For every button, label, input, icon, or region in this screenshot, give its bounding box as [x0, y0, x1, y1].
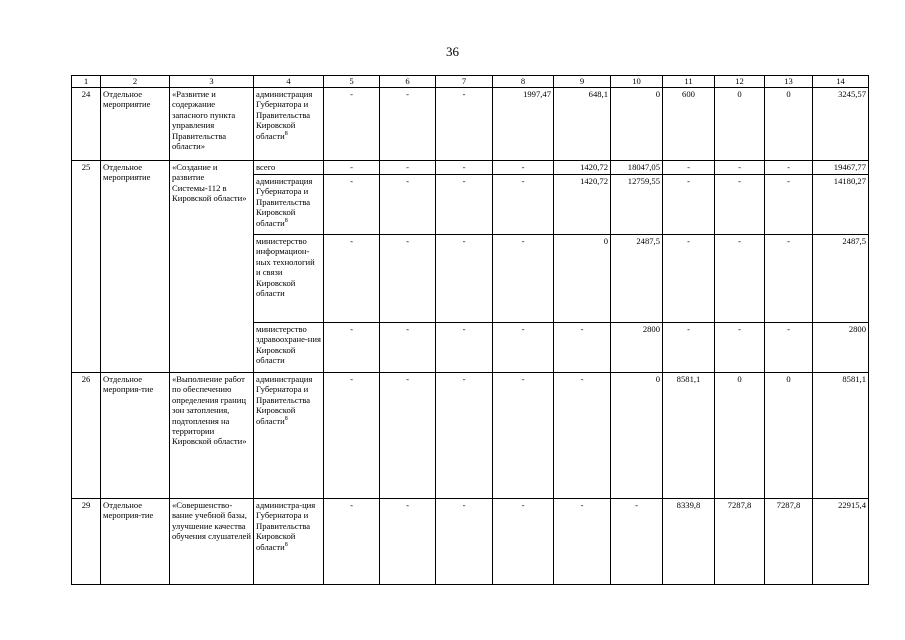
value-cell-col-10: -	[611, 499, 663, 585]
row-number: 25	[72, 161, 101, 373]
row-number: 24	[72, 88, 101, 161]
value-cell-col-12: -	[715, 323, 765, 373]
value-cell-col-7: -	[436, 88, 493, 161]
value-cell-col-5: -	[324, 499, 380, 585]
executor-name: всего	[256, 162, 276, 172]
row-name: «Совершенство-вание учебной базы, улучшение качества обучения слушателей	[170, 499, 254, 585]
table-row	[72, 88, 869, 161]
value-cell-col-12: 7287,8	[715, 499, 765, 585]
value-cell-col-11: -	[663, 235, 715, 323]
value-cell-col-5: -	[324, 323, 380, 373]
value-cell-col-14: 3245,57	[813, 88, 869, 161]
value-cell-col-5: -	[324, 88, 380, 161]
row-number: 26	[72, 373, 101, 499]
column-header-11: 11	[663, 76, 715, 88]
value-cell-col-12: 0	[715, 373, 765, 499]
value-cell-col-13: 0	[765, 88, 813, 161]
value-cell-col-11: 600	[663, 88, 715, 161]
value-cell-col-13: -	[765, 323, 813, 373]
executor-cell	[254, 88, 324, 161]
value-cell-col-8: -	[493, 323, 554, 373]
executor-cell	[254, 499, 324, 585]
executor-cell	[254, 235, 324, 323]
value-cell-col-7: -	[436, 161, 493, 175]
value-cell-col-10: 18047,05	[611, 161, 663, 175]
value-cell-col-12: -	[715, 175, 765, 235]
value-cell-col-14: 22915,4	[813, 499, 869, 585]
row-number: 29	[72, 499, 101, 585]
value-cell-col-14: 8581,1	[813, 373, 869, 499]
value-cell-col-10: 2800	[611, 323, 663, 373]
value-cell-col-6: -	[380, 323, 436, 373]
value-cell-col-10: 0	[611, 88, 663, 161]
value-cell-col-9: 648,1	[554, 88, 611, 161]
column-header-1: 1	[72, 76, 101, 88]
value-cell-col-10: 12759,55	[611, 175, 663, 235]
row-type: Отдельное мероприя-тие	[101, 373, 170, 499]
value-cell-col-11: 8581,1	[663, 373, 715, 499]
value-cell-col-13: -	[765, 235, 813, 323]
value-cell-col-9: 0	[554, 235, 611, 323]
column-number-header-row	[72, 76, 869, 88]
table-row	[72, 373, 869, 499]
value-cell-col-14: 2800	[813, 323, 869, 373]
column-header-5: 5	[324, 76, 380, 88]
value-cell-col-9: 1420,72	[554, 175, 611, 235]
value-cell-col-13: -	[765, 161, 813, 175]
value-cell-col-12: 0	[715, 88, 765, 161]
executor-cell	[254, 175, 324, 235]
footnote-mark: 8	[284, 415, 288, 422]
value-cell-col-9: -	[554, 373, 611, 499]
value-cell-col-5: -	[324, 161, 380, 175]
footnote-mark: 8	[284, 130, 288, 137]
column-header-7: 7	[436, 76, 493, 88]
executor-name: администрация Губернатора и Правительства Кировской области	[256, 89, 313, 141]
footnote-mark: 8	[284, 541, 288, 548]
executor-name: министерство информацион-ных технологий и связи Кировской области	[256, 236, 315, 299]
value-cell-col-13: 0	[765, 373, 813, 499]
value-cell-col-10: 0	[611, 373, 663, 499]
column-header-4: 4	[254, 76, 324, 88]
executor-cell	[254, 161, 324, 175]
value-cell-col-9: -	[554, 499, 611, 585]
table-row	[72, 161, 869, 175]
column-header-9: 9	[554, 76, 611, 88]
value-cell-col-7: -	[436, 373, 493, 499]
executor-cell	[254, 373, 324, 499]
value-cell-col-8: -	[493, 175, 554, 235]
row-name: «Создание и развитие Системы-112 в Кировской области»	[170, 161, 254, 373]
value-cell-col-8: -	[493, 235, 554, 323]
value-cell-col-5: -	[324, 373, 380, 499]
value-cell-col-6: -	[380, 373, 436, 499]
column-header-3: 3	[170, 76, 254, 88]
value-cell-col-7: -	[436, 235, 493, 323]
table-body	[72, 76, 869, 585]
value-cell-col-10: 2487,5	[611, 235, 663, 323]
executor-name: администрация Губернатора и Правительства Кировской области	[256, 176, 313, 228]
value-cell-col-6: -	[380, 161, 436, 175]
value-cell-col-8: -	[493, 499, 554, 585]
value-cell-col-7: -	[436, 323, 493, 373]
value-cell-col-11: -	[663, 161, 715, 175]
column-header-14: 14	[813, 76, 869, 88]
column-header-2: 2	[101, 76, 170, 88]
value-cell-col-6: -	[380, 235, 436, 323]
footnote-mark: 8	[284, 217, 288, 224]
table-row	[72, 499, 869, 585]
value-cell-col-14: 14180,27	[813, 175, 869, 235]
value-cell-col-14: 2487,5	[813, 235, 869, 323]
column-header-12: 12	[715, 76, 765, 88]
value-cell-col-9: -	[554, 323, 611, 373]
row-name: «Развитие и содержание запасного пункта управления Правительства области»	[170, 88, 254, 161]
value-cell-col-14: 19467,77	[813, 161, 869, 175]
value-cell-col-8: 1997,47	[493, 88, 554, 161]
value-cell-col-12: -	[715, 161, 765, 175]
value-cell-col-12: -	[715, 235, 765, 323]
value-cell-col-6: -	[380, 175, 436, 235]
column-header-10: 10	[611, 76, 663, 88]
executor-name: министерство здравоохране-ния Кировской области	[256, 324, 321, 366]
value-cell-col-8: -	[493, 373, 554, 499]
budget-table	[71, 75, 869, 585]
column-header-8: 8	[493, 76, 554, 88]
value-cell-col-13: -	[765, 175, 813, 235]
executor-name: администрация Губернатора и Правительства Кировской области	[256, 374, 313, 426]
column-header-6: 6	[380, 76, 436, 88]
value-cell-col-7: -	[436, 175, 493, 235]
value-cell-col-5: -	[324, 235, 380, 323]
column-header-13: 13	[765, 76, 813, 88]
value-cell-col-11: -	[663, 175, 715, 235]
row-name: «Выполнение работ по обеспечению определения границ зон затопления, подтопления на территории Кировской области»	[170, 373, 254, 499]
executor-cell	[254, 323, 324, 373]
row-type: Отдельное мероприятие	[101, 88, 170, 161]
row-type: Отдельное мероприятие	[101, 161, 170, 373]
value-cell-col-6: -	[380, 88, 436, 161]
row-type: Отдельное мероприя-тие	[101, 499, 170, 585]
value-cell-col-9: 1420,72	[554, 161, 611, 175]
page-number: 36	[446, 44, 459, 59]
value-cell-col-5: -	[324, 175, 380, 235]
value-cell-col-13: 7287,8	[765, 499, 813, 585]
value-cell-col-6: -	[380, 499, 436, 585]
value-cell-col-8: -	[493, 161, 554, 175]
value-cell-col-11: 8339,8	[663, 499, 715, 585]
value-cell-col-11: -	[663, 323, 715, 373]
value-cell-col-7: -	[436, 499, 493, 585]
executor-name: администра-ция Губернатора и Правительства Кировской области	[256, 500, 316, 552]
